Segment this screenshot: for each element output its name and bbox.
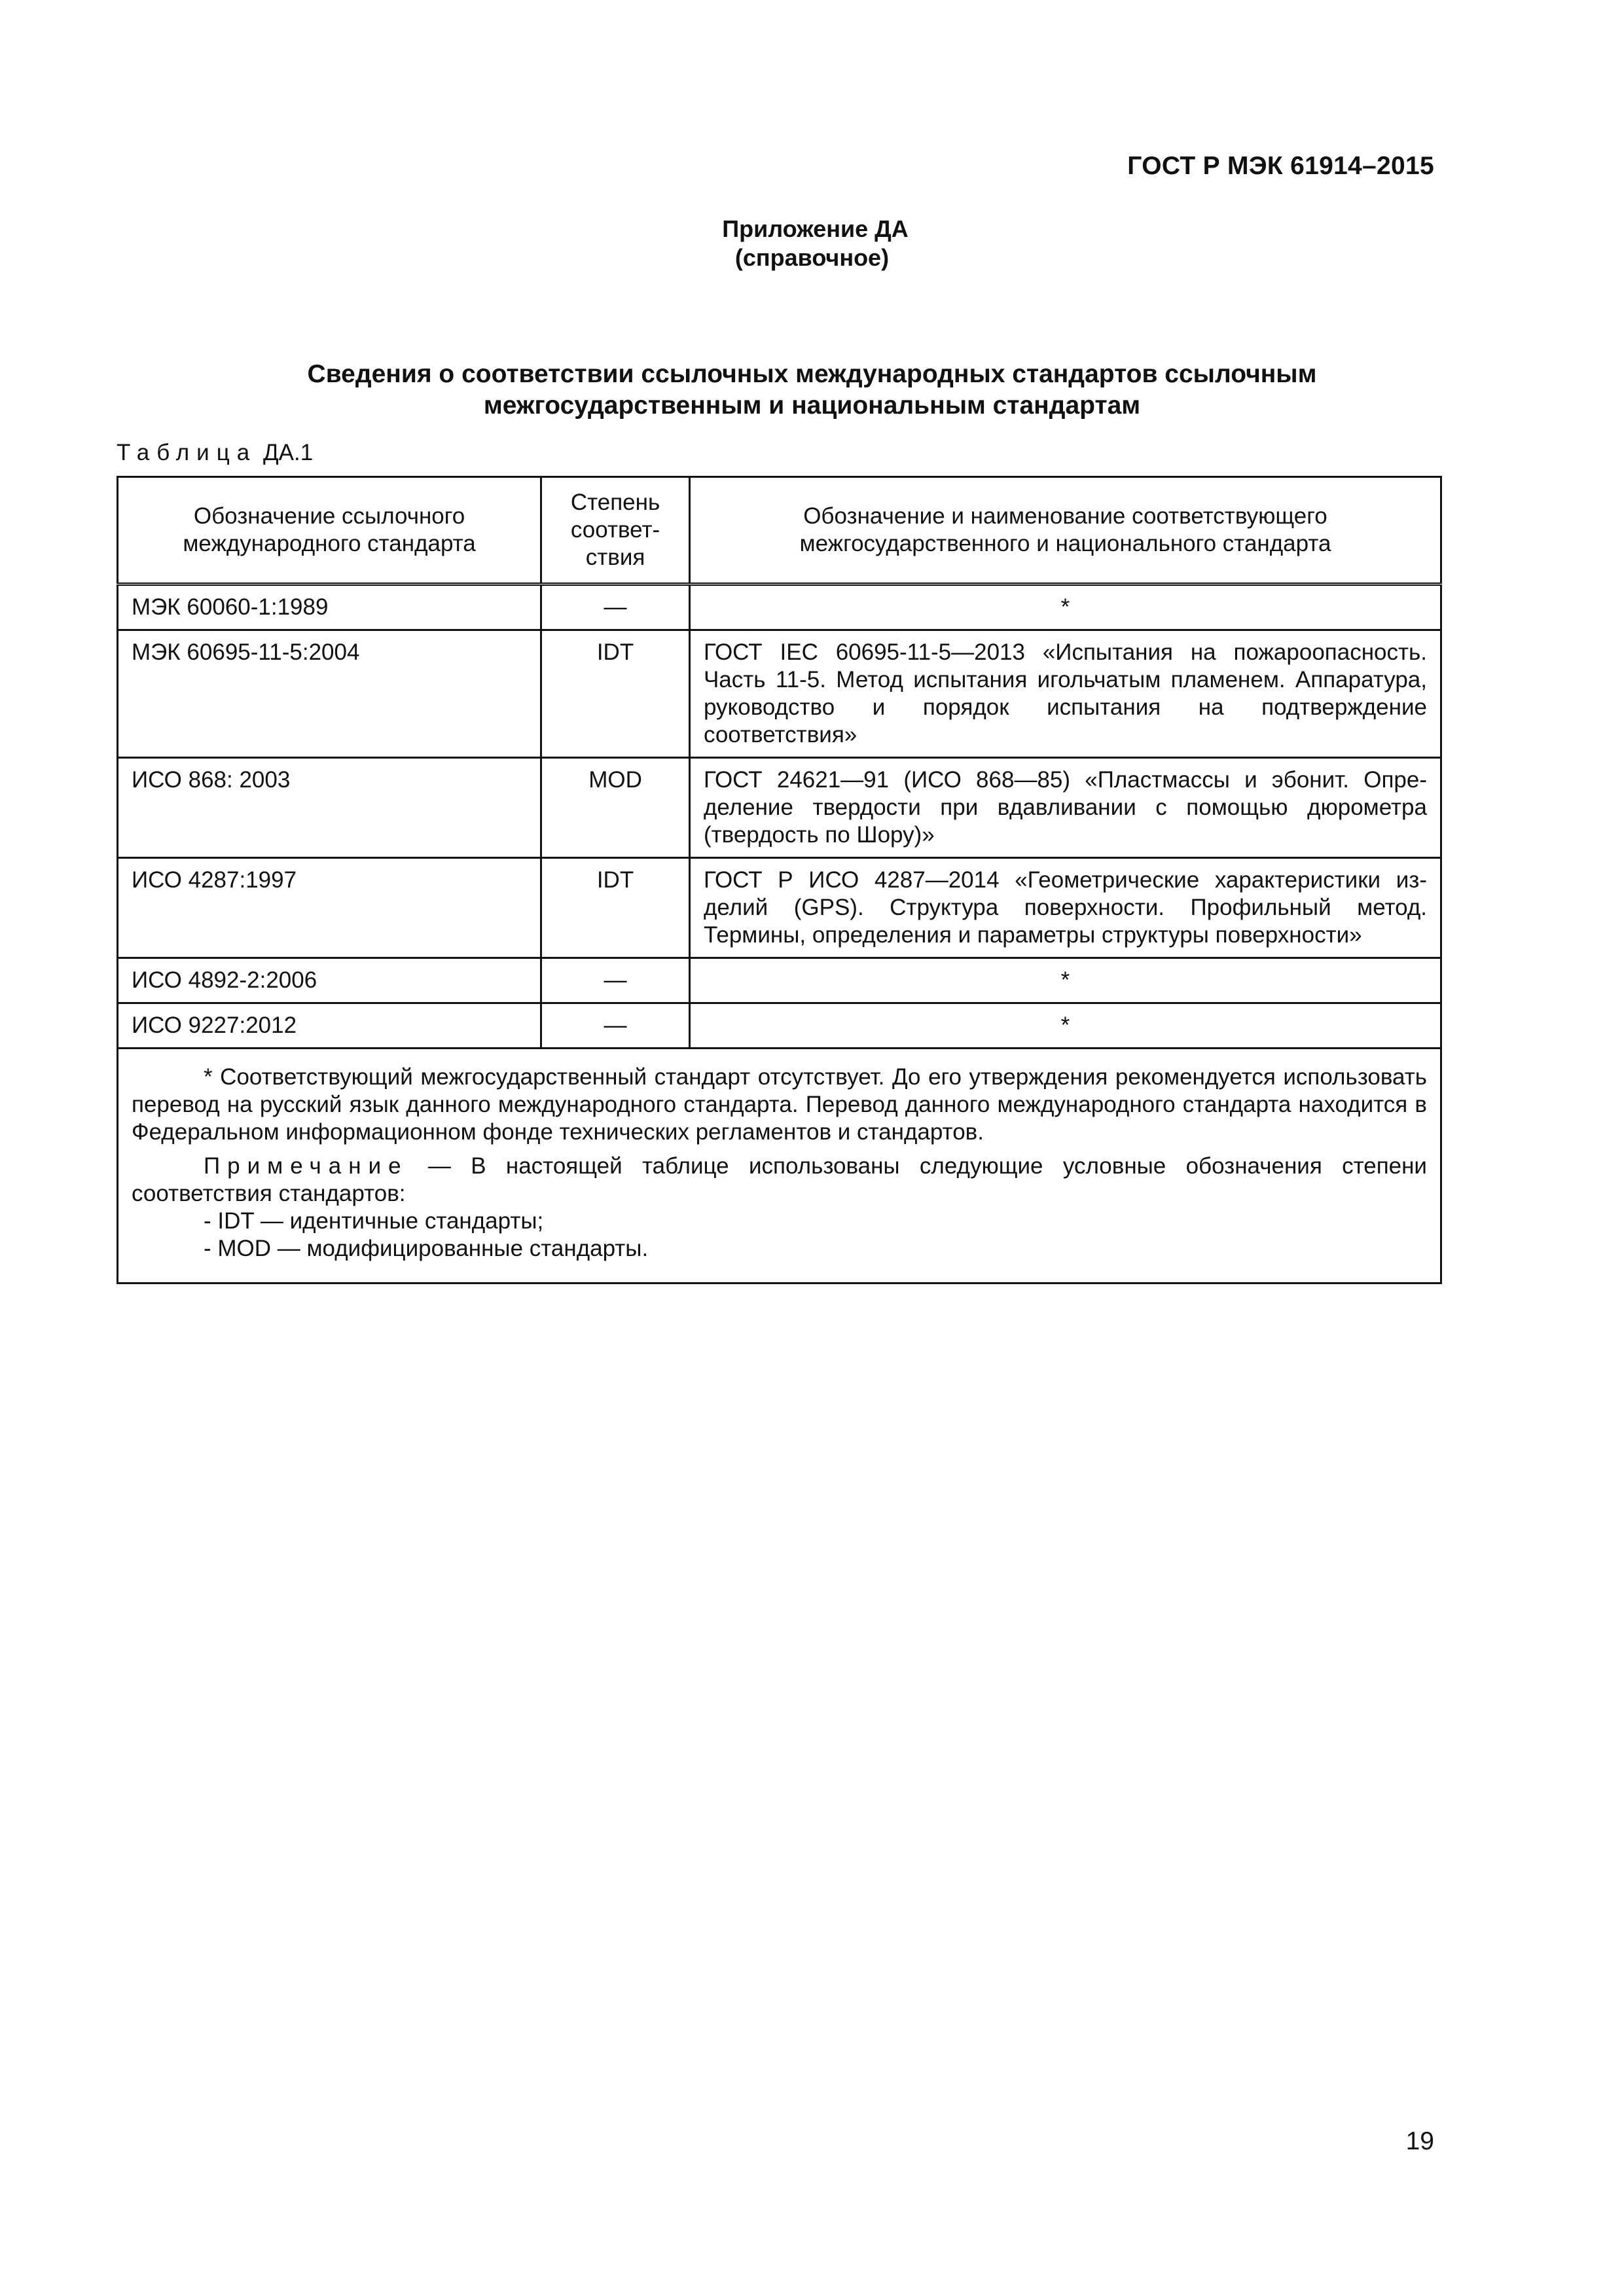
header-national-standard [689,477,1441,584]
header-col1-line2: международного стандарта [183,531,476,556]
section-title-line-2: межгосударственным и национальным стандартам [483,391,1141,420]
cell-degree: MOD [541,758,690,858]
annex-heading [0,215,1624,272]
table-row [118,1003,1441,1049]
cell-degree: — [541,584,690,630]
cell-reference: * [689,584,1441,630]
cell-standard: ИСО 868: 2003 [118,758,541,858]
cell-degree: — [541,958,690,1003]
cell-degree: IDT [541,858,690,958]
table-note [132,1153,1427,1208]
cell-reference: * [689,1003,1441,1049]
table-caption-word: Таблица [117,440,257,465]
cell-reference: ГОСТ IEC 60695-11-5—2013 «Испытания на пожароопасность. Часть 11-5. Метод испытания игольчатым пламенем. Аппаратура, руководство и порядок испытания на подтверждение соответствия» [689,630,1441,758]
cell-standard: ИСО 9227:2012 [118,1003,541,1049]
section-title-line-1: Сведения о соответствии ссылочных международных стандартов ссылочным [307,360,1317,388]
annex-subtitle: (справочное) [734,244,890,271]
cell-reference: ГОСТ Р ИСО 4287—2014 «Геометрические характеристики изделий (GPS). Структура поверхности. Профильный метод. Термины, определения и параметры структуры поверхности» [689,858,1441,958]
cell-standard: ИСО 4287:1997 [118,858,541,958]
table-caption-id: ДА.1 [262,440,314,465]
cell-reference: * [689,958,1441,1003]
header-col2-line2: соответ- [570,517,660,543]
header-col3-line2: межгосударственного и национального стандарта [799,531,1331,556]
header-international-standard [118,477,541,584]
header-col3-line1: Обозначение и наименование соответствующего [803,503,1327,529]
table-row [118,758,1441,858]
page-number: 19 [1405,2127,1434,2155]
table-footnote-row [118,1049,1441,1283]
note-text: — В настоящей таблице использованы следующие условные обозначения степени соответствия стандартов: [132,1153,1427,1206]
standards-table [117,476,1442,1284]
table-row [118,630,1441,758]
table-row [118,958,1441,1003]
table-row [118,858,1441,958]
cell-degree: IDT [541,630,690,758]
cell-standard: МЭК 60695-11-5:2004 [118,630,541,758]
table-row [118,584,1441,630]
cell-standard: МЭК 60060-1:1989 [118,584,541,630]
annex-title: Приложение ДА [722,215,909,242]
cell-standard: ИСО 4892-2:2006 [118,958,541,1003]
header-degree [541,477,690,584]
section-title [0,359,1624,422]
header-col1-line1: Обозначение ссылочного [193,503,465,529]
document-code: ГОСТ Р МЭК 61914–2015 [1127,152,1434,180]
table-header-row [118,477,1441,584]
header-col2-line3: ствия [585,545,645,570]
header-col2-line1: Степень [570,490,660,515]
table-caption [117,440,313,466]
note-item-mod: - MOD — модифицированные стандарты. [204,1236,649,1261]
cell-reference: ГОСТ 24621—91 (ИСО 868—85) «Пластмассы и эбонит. Определение твердости при вдавливании с помощью дюрометра (твердость по Шору)» [689,758,1441,858]
note-item-idt: - IDT — идентичные стандарты; [204,1208,544,1234]
cell-degree: — [541,1003,690,1049]
note-label: Примечание [204,1153,408,1179]
table-footnote-cell [118,1049,1441,1283]
table-footnote: * Соответствующий межгосударственный стандарт отсутствует. До его утверждения рекомендуется использовать перевод на русский язык данного международного стандарта. Перевод данного международного стандарта находится в Федеральном информационном фонде технических регламентов и стандартов. [132,1064,1427,1145]
